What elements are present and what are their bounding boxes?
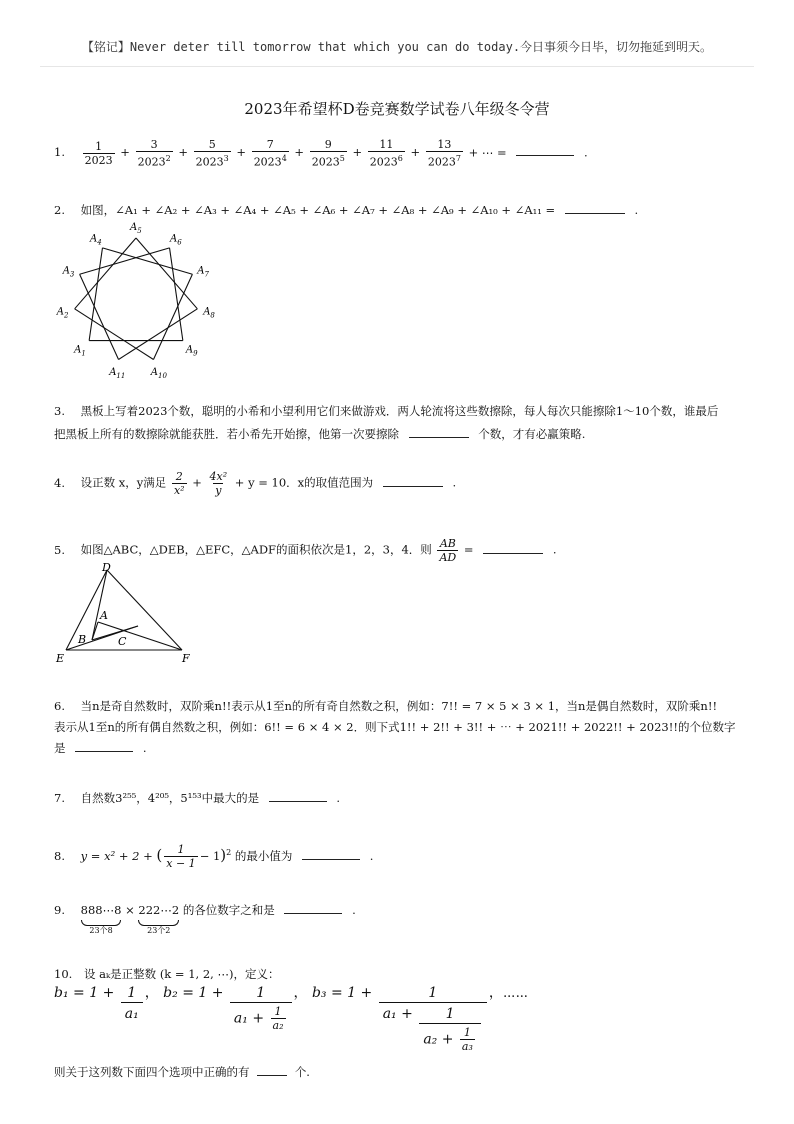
plus-sign: + bbox=[406, 145, 424, 160]
b3-inner-den: a₃ bbox=[461, 1040, 473, 1053]
answer-blank-4[interactable] bbox=[383, 474, 443, 487]
q1-term-num: 9 bbox=[324, 138, 332, 151]
answer-blank-9[interactable] bbox=[284, 901, 342, 914]
q1-term-num: 5 bbox=[208, 138, 216, 151]
q8-frac-num: 1 bbox=[177, 843, 185, 857]
q1-term-den: 2023$^5$ bbox=[310, 151, 347, 169]
q1-term-den: 2023$^6$ bbox=[368, 151, 405, 169]
b3-inner-num: 1 bbox=[463, 1026, 471, 1039]
star-edge bbox=[89, 248, 102, 341]
q1-term-den: 2023$^7$ bbox=[426, 151, 463, 169]
star-edge bbox=[75, 309, 154, 360]
star-label-a7: $A_7$ bbox=[197, 265, 210, 279]
question-10 bbox=[54, 964, 279, 984]
b2-inner-num: 1 bbox=[274, 1005, 282, 1018]
question-number: 8. bbox=[54, 848, 65, 863]
q6-end: . bbox=[142, 741, 147, 755]
q5-pre: 如图△ABC，△DEB，△EFC，△ADF的面积依次是1，2，3，4．则 bbox=[80, 542, 432, 557]
q1-term bbox=[83, 140, 115, 167]
q3-line1: 黑板上写着2023个数，聪明的小希和小望利用它们来做游戏．两人轮流将这些数擦除，每人每次只能擦除1～10个数，谁最后 bbox=[80, 404, 719, 418]
b3-a1: a₁ bbox=[382, 1006, 397, 1022]
star-label-a10: $A_{10}$ bbox=[150, 367, 167, 380]
question-3 bbox=[54, 401, 718, 421]
answer-blank-10[interactable] bbox=[257, 1063, 287, 1076]
q9-a: 888⋯8 bbox=[80, 903, 122, 917]
q3-line2a: 把黑板上所有的数擦除就能获胜．若小希先开始擦，他第一次要擦除 bbox=[54, 427, 399, 441]
plus-sign: + bbox=[174, 145, 192, 160]
q4-post: + y = 10．x的取值范围为 bbox=[234, 475, 374, 490]
question-number: 1. bbox=[54, 145, 65, 160]
q4-frac1-den: x² bbox=[173, 484, 185, 497]
q8-pre: y = x² + 2 + bbox=[80, 848, 153, 863]
question-number: 9. bbox=[54, 903, 65, 917]
answer-blank-1[interactable] bbox=[516, 143, 574, 156]
q9-post: 的各位数字之和是 bbox=[182, 903, 275, 917]
q1-term-num: 13 bbox=[437, 138, 452, 151]
label-f: F bbox=[182, 652, 190, 665]
b3-lhs: b₃ = 1 + bbox=[311, 985, 373, 1001]
q3-line2b: 个数，才有必赢策略. bbox=[478, 427, 586, 441]
sep-1: ， bbox=[144, 985, 159, 1001]
q6-line2: 表示从1至n的所有偶自然数之积，例如：6!! = 6 × 4 × 2．则下式1!! + 2!! + 3!! + ⋯ + 2021!! + 2022!! + 2023!!的个位数字 bbox=[54, 720, 736, 734]
left-paren: ( bbox=[156, 845, 163, 864]
question-number: 10. bbox=[54, 967, 73, 981]
q9-b-cap: 23个2 bbox=[147, 926, 171, 935]
q1-tail: + ⋯ = bbox=[468, 145, 507, 160]
b1-lhs: b₁ = 1 + bbox=[54, 985, 115, 1001]
q10-line3a: 则关于这列数下面四个选项中正确的有 bbox=[54, 1065, 250, 1079]
q1-term-den: 2023$^2$ bbox=[136, 151, 173, 169]
header-divider bbox=[40, 66, 754, 67]
q10-line3 bbox=[54, 1062, 310, 1082]
page-title: 2023年希望杯D卷竞赛数学试卷八年级冬令营 bbox=[244, 100, 550, 118]
label-d: D bbox=[102, 561, 111, 574]
star-label-a1: $A_1$ bbox=[74, 344, 86, 358]
star-label-a8: $A_8$ bbox=[203, 306, 215, 320]
q8-end: . bbox=[369, 848, 374, 863]
underbrace-a bbox=[81, 900, 122, 936]
b1-num: 1 bbox=[127, 985, 137, 1001]
b2-num: 1 bbox=[256, 985, 266, 1001]
q10-dots: ，⋯⋯ bbox=[488, 985, 529, 1001]
figure-11-point-star bbox=[54, 222, 224, 380]
question-number: 3. bbox=[54, 404, 65, 418]
q10-line1: 设 aₖ是正整数 (k = 1, 2, ⋯)，定义： bbox=[83, 967, 280, 981]
star-label-a2: $A_2$ bbox=[56, 306, 69, 320]
b3-num: 1 bbox=[428, 985, 438, 1001]
label-e: E bbox=[56, 652, 65, 665]
q8-minus: − 1 bbox=[199, 848, 221, 863]
q1-term bbox=[194, 138, 231, 169]
question-6 bbox=[54, 696, 717, 716]
q5-end: . bbox=[552, 542, 557, 557]
plus-sign: + bbox=[348, 145, 366, 160]
star-label-a3: $A_3$ bbox=[62, 265, 75, 279]
answer-blank-6[interactable] bbox=[75, 739, 133, 752]
star-label-a5: $A_5$ bbox=[130, 222, 142, 235]
q5-frac-num: AB bbox=[439, 537, 456, 550]
question-8 bbox=[54, 843, 373, 870]
q8-square: 2 bbox=[226, 848, 232, 857]
q9-times: × bbox=[125, 903, 135, 917]
label-b: B bbox=[78, 633, 87, 646]
label-c: C bbox=[118, 635, 127, 648]
label-a: A bbox=[100, 609, 108, 622]
q1-term-num: 3 bbox=[150, 138, 158, 151]
q2-text: 如图，∠A₁ + ∠A₂ + ∠A₃ + ∠A₄ + ∠A₅ + ∠A₆ + ∠A₇ + ∠A₈ + ∠A₉ + ∠A₁₀ + ∠A₁₁ = bbox=[80, 203, 556, 217]
q4-frac1-num: 2 bbox=[175, 470, 183, 483]
question-number: 6. bbox=[54, 699, 65, 713]
q1-term-den: 2023$^4$ bbox=[252, 151, 289, 169]
q8-frac-den: x − 1 bbox=[166, 857, 196, 871]
question-9 bbox=[54, 900, 356, 936]
q4-frac2-num: 4x² bbox=[209, 470, 228, 483]
plus-sign: + bbox=[290, 145, 308, 160]
q9-a-cap: 23个8 bbox=[89, 926, 113, 935]
star-edge bbox=[170, 248, 183, 341]
q1-term bbox=[368, 138, 405, 169]
star-label-a6: $A_6$ bbox=[170, 233, 182, 247]
underbrace-b bbox=[138, 900, 179, 936]
q9-end: . bbox=[352, 903, 356, 917]
plus-sign: + bbox=[232, 145, 250, 160]
star-label-a9: $A_9$ bbox=[185, 344, 198, 358]
q1-term-num: 1 bbox=[95, 139, 103, 153]
q1-term-num: 11 bbox=[379, 138, 394, 151]
right-paren: ) bbox=[220, 845, 227, 864]
q9-b: 222⋯2 bbox=[138, 903, 180, 917]
q5-eq: = bbox=[463, 542, 474, 557]
answer-blank-3[interactable] bbox=[409, 425, 469, 438]
question-6-line2 bbox=[54, 717, 735, 737]
question-2 bbox=[54, 200, 638, 220]
q7-end: . bbox=[336, 791, 341, 805]
b1-den: a₁ bbox=[121, 1002, 143, 1023]
b2-inner-den: a₂ bbox=[272, 1019, 284, 1032]
star-edge bbox=[80, 274, 119, 359]
answer-blank-7[interactable] bbox=[269, 789, 327, 802]
answer-blank-5[interactable] bbox=[483, 541, 543, 554]
q1-term bbox=[310, 138, 347, 169]
question-number: 2. bbox=[54, 203, 65, 217]
q4-frac2-den: y bbox=[215, 484, 222, 497]
b2-a1: a₁ bbox=[233, 1010, 248, 1027]
sep-2: ， bbox=[293, 985, 308, 1001]
q10-line3b: 个. bbox=[294, 1065, 310, 1079]
q1-term-den: 2023$^3$ bbox=[194, 151, 231, 169]
q4-pre: 设正数 x，y满足 bbox=[80, 475, 167, 490]
q2-end: . bbox=[634, 203, 639, 217]
b2-lhs: b₂ = 1 + bbox=[163, 985, 224, 1001]
q10-definitions: b₁ = 1 + $\frac{1}{\text{a₁}}$ ， b₂ = 1 + 1 a₁ + $\frac{1}{\text{a₂}}$ ， b₃ = 1 + 1 a₁ + 1 a₂ + $\frac{1}{\text{a₃}}$ ，⋯⋯ bbox=[54, 985, 529, 1053]
question-6-line3 bbox=[54, 738, 146, 758]
answer-blank-2[interactable] bbox=[565, 201, 625, 214]
star-label-a4: $A_4$ bbox=[90, 233, 102, 247]
question-3-line2 bbox=[54, 424, 585, 444]
q8-post: 的最小值为 bbox=[234, 848, 293, 863]
q4-end: . bbox=[452, 475, 457, 490]
plus-sign: + bbox=[116, 145, 134, 160]
q1-term bbox=[136, 138, 173, 169]
q1-term-num: 7 bbox=[266, 138, 274, 151]
q6-line1: 当n是奇自然数时，双阶乘n!!表示从1至n的所有奇自然数之积，例如：7!! = 7 × 5 × 3 × 1，当n是偶自然数时，双阶乘n!! bbox=[80, 699, 718, 713]
edge-db bbox=[92, 570, 107, 640]
q1-term bbox=[252, 138, 289, 169]
answer-blank-8[interactable] bbox=[302, 847, 360, 860]
question-1 bbox=[54, 138, 588, 169]
figure-triangle-def bbox=[52, 558, 202, 668]
star-label-a11: $A_{11}$ bbox=[109, 367, 126, 380]
page-header-motto: 【铭记】Never deter till tomorrow that which you can do today.今日事须今日毕，切勿拖延到明天。 bbox=[81, 40, 713, 54]
q1-term bbox=[426, 138, 463, 169]
q5-frac-den: AD bbox=[439, 551, 457, 564]
question-7 bbox=[54, 788, 340, 808]
q7-text: 自然数3²⁵⁵，4²⁰⁵，5¹⁵³中最大的是 bbox=[80, 791, 260, 805]
question-number: 4. bbox=[54, 475, 65, 490]
b3-mid-num: 1 bbox=[445, 1006, 455, 1022]
q4-plus: + bbox=[192, 475, 202, 490]
question-number: 5. bbox=[54, 542, 65, 557]
q1-series bbox=[81, 138, 465, 169]
b3-a2: a₂ bbox=[423, 1031, 438, 1048]
q6-line3: 是 bbox=[54, 741, 66, 755]
q1-term-den: 2023 bbox=[84, 153, 113, 167]
q1-end: . bbox=[583, 145, 588, 160]
question-number: 7. bbox=[54, 791, 65, 805]
question-4 bbox=[54, 470, 456, 497]
